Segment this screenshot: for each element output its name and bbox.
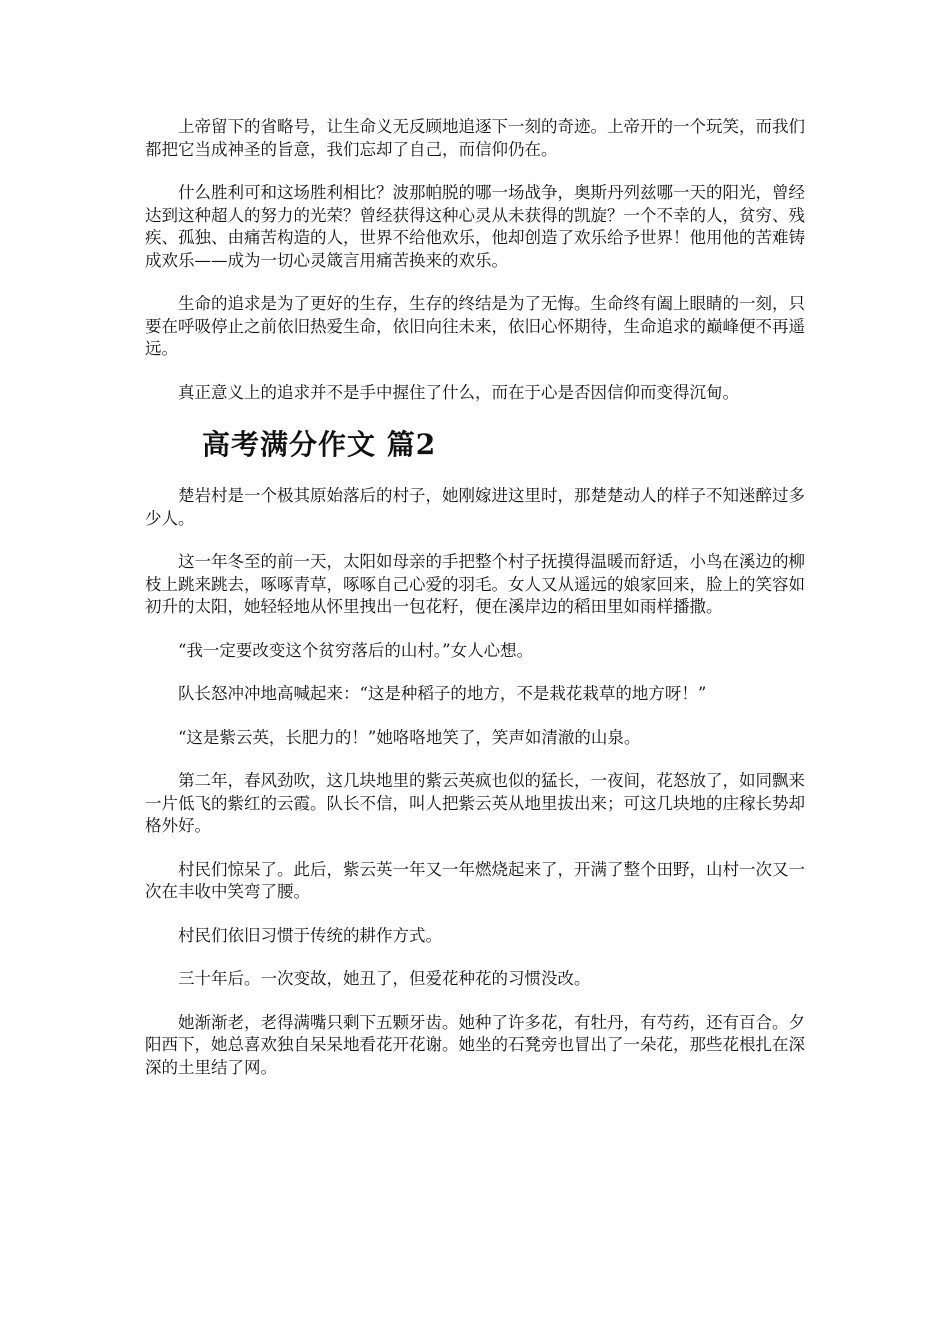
paragraph: “我一定要改变这个贫穷落后的山村。”女人心想。 xyxy=(178,640,534,660)
paragraph: 村民们惊呆了。此后，紫云英一年又一年燃烧起来了，开满了整个田野，山村一次又一次在丰收中笑弯了腰。 xyxy=(145,859,805,901)
paragraph: 三十年后。一次变故，她丑了，但爱花种花的习惯没改。 xyxy=(178,969,591,988)
section-heading: 高考满分作文 篇2 xyxy=(202,428,437,461)
paragraph: 这一年冬至的前一天，太阳如母亲的手把整个村子抚摸得温暖而舒适，小鸟在溪边的柳枝上跳来跳去，啄啄青草，啄啄自己心爱的羽毛。女人又从遥远的娘家回来，脸上的笑容如初升的太阳，她轻轻地从怀里拽出一包花籽，便在溪岸边的稻田里如雨样播撒。 xyxy=(145,552,805,616)
paragraph: 楚岩村是一个极其原始落后的村子，她刚嫁进这里时，那楚楚动人的样子不知迷醉过多少人。 xyxy=(145,486,805,528)
paragraph: 生命的追求是为了更好的生存，生存的终结是为了无悔。生命终有阖上眼睛的一刻，只要在呼吸停止之前依旧热爱生命，依旧向往未来，依旧心怀期待，生命追求的巅峰便不再遥远。 xyxy=(145,294,805,358)
paragraph: 村民们依旧习惯于传统的耕作方式。 xyxy=(178,925,442,945)
paragraph: 真正意义上的追求并不是手中握住了什么，而在于心是否因信仰而变得沉甸。 xyxy=(178,382,739,402)
document-page xyxy=(145,116,805,1100)
paragraph: 队长怒冲冲地高喊起来：“这是种稻子的地方，不是栽花栽草的地方呀！” xyxy=(178,684,707,703)
paragraph: 上帝留下的省略号，让生命义无反顾地追逐下一刻的奇迹。上帝开的一个玩笑，而我们都把它当成神圣的旨意，我们忘却了自己，而信仰仍在。 xyxy=(145,117,805,159)
paragraph: 她渐渐老，老得满嘴只剩下五颗牙齿。她种了许多花，有牡丹，有芍药，还有百合。夕阳西下，她总喜欢独自呆呆地看花开花谢。她坐的石凳旁也冒出了一朵花，那些花根扎在深深的土里结了网。 xyxy=(145,1012,805,1077)
paragraph: 什么胜利可和这场胜利相比？波那帕脱的哪一场战争，奥斯丹列兹哪一天的阳光，曾经达到这种超人的努力的光荣？曾经获得这种心灵从未获得的凯旋？一个不幸的人，贫穷、残疾、孤独、由痛苦构造的人，世界不给他欢乐，他却创造了欢乐给予世界！他用他的苦难铸成欢乐——成为一切心灵箴言用痛苦换来的欢乐。 xyxy=(145,183,805,270)
paragraph: “这是紫云英，长肥力的！”她咯咯地笑了，笑声如清澈的山泉。 xyxy=(178,727,641,747)
paragraph: 第二年，春风劲吹，这几块地里的紫云英疯也似的猛长，一夜间，花怒放了，如同飘来一片低飞的紫红的云霞。队长不信，叫人把紫云英从地里拔出来；可这几块地的庄稼长势却格外好。 xyxy=(145,771,805,835)
